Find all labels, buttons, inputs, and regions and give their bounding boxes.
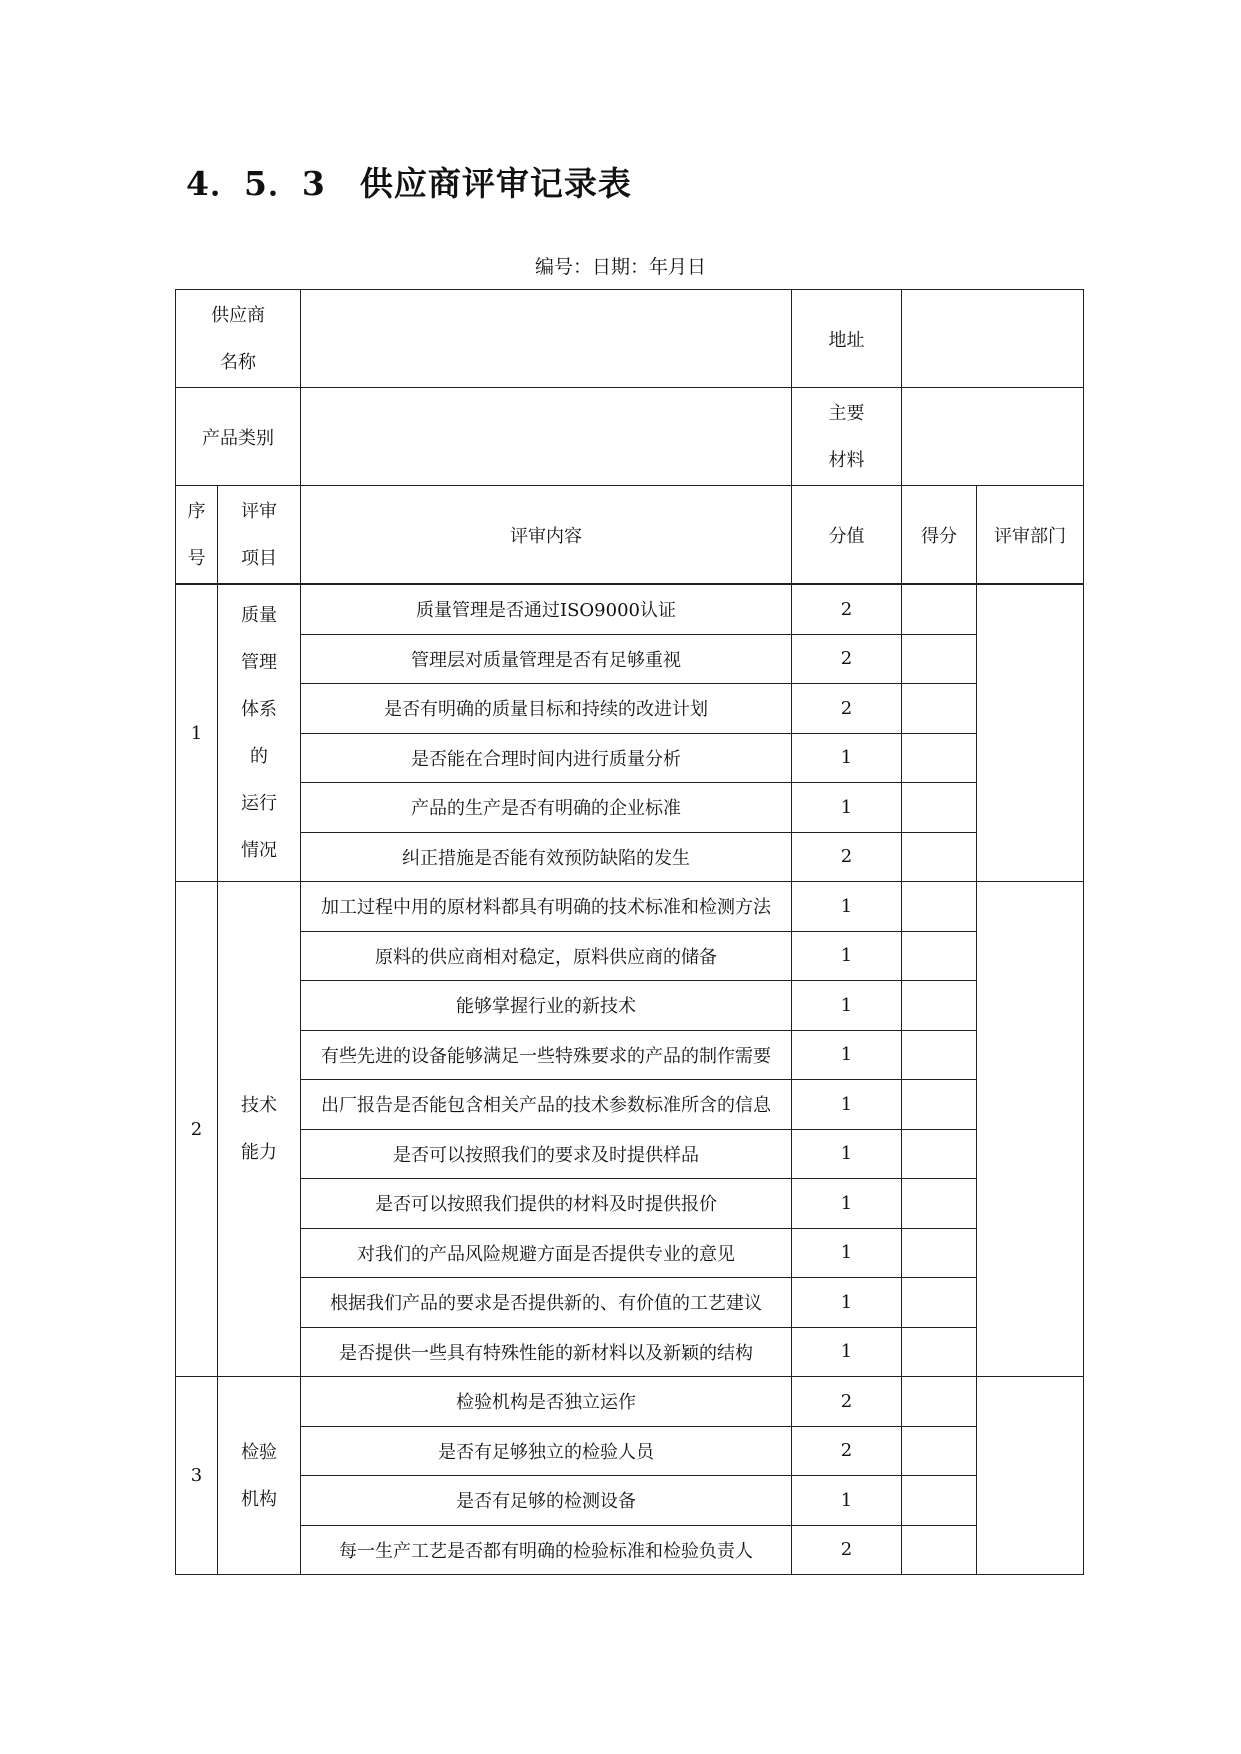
review-content-cell: 管理层对质量管理是否有足够重视 [301, 634, 792, 684]
table-row [176, 1327, 1084, 1377]
points-cell: 2 [792, 1426, 902, 1476]
table-row [176, 1278, 1084, 1328]
table-row [176, 1030, 1084, 1080]
header-review-content: 评审内容 [301, 486, 792, 585]
points-cell: 2 [792, 684, 902, 734]
table-row [176, 832, 1084, 882]
review-dept-cell[interactable] [977, 1377, 1084, 1575]
points-cell: 1 [792, 882, 902, 932]
section-review-item: 技术 能力 [218, 882, 301, 1377]
table-row [176, 1129, 1084, 1179]
score-cell[interactable] [902, 684, 977, 734]
product-category-row [176, 388, 1084, 486]
column-header-row [176, 486, 1084, 585]
table-row [176, 1377, 1084, 1427]
review-content-cell: 出厂报告是否能包含相关产品的技术参数标准所含的信息 [301, 1080, 792, 1130]
points-cell: 1 [792, 783, 902, 833]
review-content-cell: 原料的供应商相对稳定，原料供应商的储备 [301, 931, 792, 981]
points-cell: 2 [792, 1377, 902, 1427]
review-content-cell: 产品的生产是否有明确的企业标准 [301, 783, 792, 833]
section-number: 4．5．3 [186, 164, 326, 203]
score-cell[interactable] [902, 832, 977, 882]
review-dept-cell[interactable] [977, 882, 1084, 1377]
table-row [176, 1525, 1084, 1575]
review-content-cell: 质量管理是否通过ISO9000认证 [301, 584, 792, 634]
header-review-item: 评审 项目 [218, 486, 301, 585]
table-row [176, 1080, 1084, 1130]
product-category-field[interactable] [301, 388, 792, 486]
score-cell[interactable] [902, 1426, 977, 1476]
points-cell: 1 [792, 1228, 902, 1278]
header-review-dept: 评审部门 [977, 486, 1084, 585]
score-cell[interactable] [902, 1476, 977, 1526]
header-score: 得分 [902, 486, 977, 585]
review-content-cell: 有些先进的设备能够满足一些特殊要求的产品的制作需要 [301, 1030, 792, 1080]
supplier-name-row [176, 290, 1084, 388]
supplier-review-table [175, 289, 1084, 1575]
table-row [176, 584, 1084, 634]
section-review-item: 质量 管理 体系 的 运行 情况 [218, 584, 301, 882]
supplier-name-label: 供应商 名称 [176, 290, 301, 388]
score-cell[interactable] [902, 1228, 977, 1278]
review-dept-cell[interactable] [977, 584, 1084, 882]
score-cell[interactable] [902, 634, 977, 684]
review-content-cell: 是否有明确的质量目标和持续的改进计划 [301, 684, 792, 734]
address-label: 地址 [792, 290, 902, 388]
table-row [176, 1476, 1084, 1526]
section-seq: 2 [176, 882, 218, 1377]
points-cell: 2 [792, 832, 902, 882]
section-seq: 1 [176, 584, 218, 882]
score-cell[interactable] [902, 1080, 977, 1130]
review-content-cell: 是否能在合理时间内进行质量分析 [301, 733, 792, 783]
points-cell: 1 [792, 1129, 902, 1179]
points-cell: 1 [792, 1278, 902, 1328]
table-row [176, 1179, 1084, 1229]
points-cell: 2 [792, 634, 902, 684]
review-content-cell: 纠正措施是否能有效预防缺陷的发生 [301, 832, 792, 882]
points-cell: 1 [792, 733, 902, 783]
points-cell: 1 [792, 1179, 902, 1229]
score-cell[interactable] [902, 882, 977, 932]
table-row [176, 882, 1084, 932]
points-cell: 2 [792, 584, 902, 634]
review-content-cell: 加工过程中用的原材料都具有明确的技术标准和检测方法 [301, 882, 792, 932]
table-row [176, 931, 1084, 981]
product-category-label: 产品类别 [176, 388, 301, 486]
review-content-cell: 是否有足够的检测设备 [301, 1476, 792, 1526]
score-cell[interactable] [902, 1179, 977, 1229]
address-field[interactable] [902, 290, 1084, 388]
section-review-item: 检验 机构 [218, 1377, 301, 1575]
form-title: 供应商评审记录表 [359, 164, 632, 203]
table-row [176, 634, 1084, 684]
main-material-field[interactable] [902, 388, 1084, 486]
points-cell: 1 [792, 1080, 902, 1130]
points-cell: 1 [792, 1476, 902, 1526]
points-cell: 2 [792, 1525, 902, 1575]
review-content-cell: 每一生产工艺是否都有明确的检验标准和检验负责人 [301, 1525, 792, 1575]
points-cell: 1 [792, 931, 902, 981]
table-row [176, 981, 1084, 1031]
supplier-name-field[interactable] [301, 290, 792, 388]
review-content-cell: 能够掌握行业的新技术 [301, 981, 792, 1031]
score-cell[interactable] [902, 981, 977, 1031]
score-cell[interactable] [902, 783, 977, 833]
table-row [176, 1228, 1084, 1278]
score-cell[interactable] [902, 1525, 977, 1575]
score-cell[interactable] [902, 931, 977, 981]
score-cell[interactable] [902, 1129, 977, 1179]
review-content-cell: 对我们的产品风险规避方面是否提供专业的意见 [301, 1228, 792, 1278]
header-points: 分值 [792, 486, 902, 585]
table-row [176, 684, 1084, 734]
review-content-cell: 检验机构是否独立运作 [301, 1377, 792, 1427]
score-cell[interactable] [902, 584, 977, 634]
review-content-cell: 是否提供一些具有特殊性能的新材料以及新颖的结构 [301, 1327, 792, 1377]
points-cell: 1 [792, 1030, 902, 1080]
score-cell[interactable] [902, 1030, 977, 1080]
review-content-cell: 根据我们产品的要求是否提供新的、有价值的工艺建议 [301, 1278, 792, 1328]
score-cell[interactable] [902, 1377, 977, 1427]
review-content-cell: 是否可以按照我们提供的材料及时提供报价 [301, 1179, 792, 1229]
points-cell: 1 [792, 981, 902, 1031]
main-material-label: 主要 材料 [792, 388, 902, 486]
table-row [176, 1426, 1084, 1476]
table-row [176, 733, 1084, 783]
score-cell[interactable] [902, 1278, 977, 1328]
header-seq: 序 号 [176, 486, 218, 585]
section-seq: 3 [176, 1377, 218, 1575]
review-content-cell: 是否有足够独立的检验人员 [301, 1426, 792, 1476]
serial-date-line: 编号：日期：年月日 [534, 256, 706, 278]
review-content-cell: 是否可以按照我们的要求及时提供样品 [301, 1129, 792, 1179]
points-cell: 1 [792, 1327, 902, 1377]
table-row [176, 783, 1084, 833]
score-cell[interactable] [902, 1327, 977, 1377]
score-cell[interactable] [902, 733, 977, 783]
section-heading [186, 158, 632, 205]
